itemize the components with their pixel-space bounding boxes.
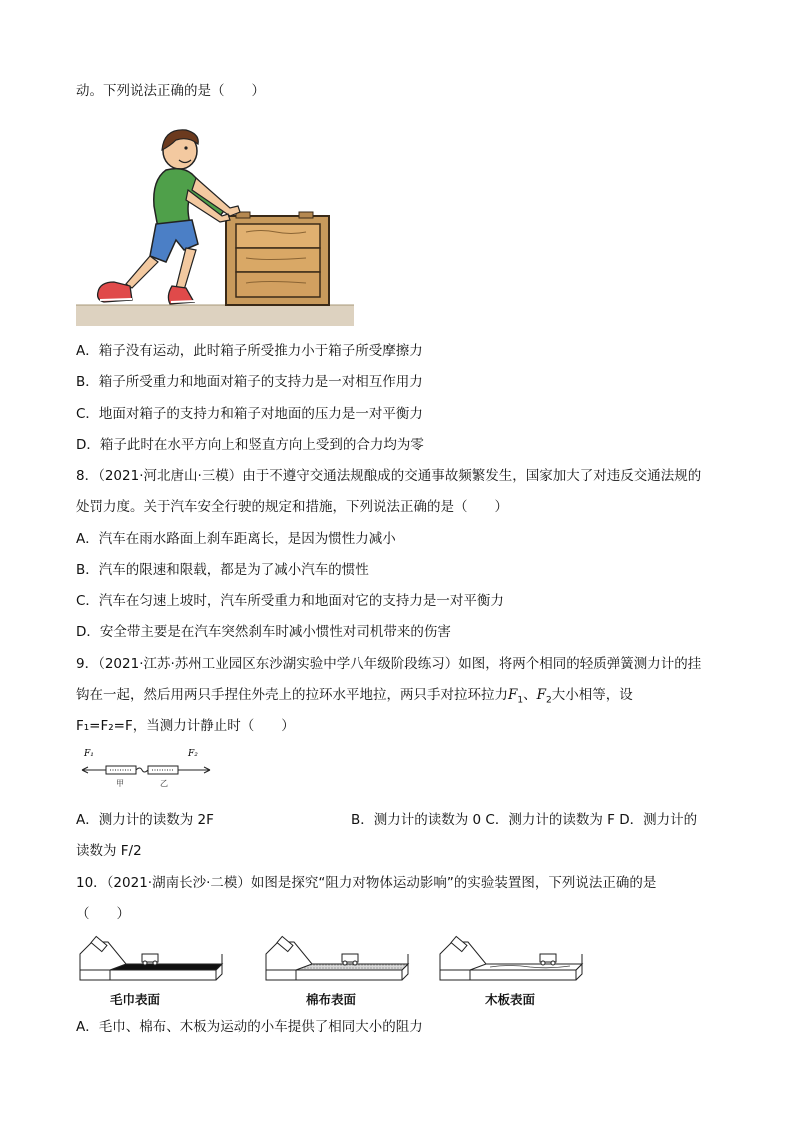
separator: 、 — [523, 687, 537, 703]
q9-stem-line2 — [76, 686, 633, 710]
q9-stem-line3: F₁=F₂=F，当测力计静止时（ ） — [76, 718, 295, 734]
q8-option-b: B．汽车的限速和限载，都是为了减小汽车的惯性 — [76, 562, 369, 578]
q9-option-a: A．测力计的读数为 2F — [76, 812, 214, 828]
q7-option-c: C．地面对箱子的支持力和箱子对地面的压力是一对平衡力 — [76, 406, 423, 422]
boy-pushing-box-figure — [76, 128, 354, 328]
q10-stem-line1: 10．（2021·湖南长沙·二模）如图是探究“阻力对物体运动影响”的实验装置图，下列说法正确的是 — [76, 875, 657, 891]
label-cotton-surface: 棉布表面 — [306, 992, 357, 1007]
q8-option-a: A．汽车在雨水路面上刹车距离长，是因为惯性力减小 — [76, 531, 396, 547]
q9-stem-line2-b: 大小相等，设 — [551, 687, 633, 703]
ramp-cotton — [266, 936, 408, 980]
ramp-towel — [80, 936, 222, 980]
q7-option-b: B．箱子所受重力和地面对箱子的支持力是一对相互作用力 — [76, 374, 423, 390]
q10-option-a: A．毛巾、棉布、木板为运动的小车提供了相同大小的阻力 — [76, 1019, 423, 1035]
spring-scales-figure — [76, 744, 216, 792]
q9-stem-line1: 9．（2021·江苏·苏州工业园区东沙湖实验中学八年级阶段练习）如图，将两个相同的轻质弹簧测力计的挂 — [76, 656, 702, 672]
boy — [98, 130, 240, 304]
force-f1: F — [508, 687, 518, 703]
force-f1-sub: 1 — [517, 695, 524, 706]
q8-option-c: C．汽车在匀速上坡时，汽车所受重力和地面对它的支持力是一对平衡力 — [76, 593, 504, 609]
q10-stem-line2: （ ） — [76, 906, 130, 922]
floor — [76, 305, 354, 326]
q8-stem-line1: 8．（2021·河北唐山·三模）由于不遵守交通法规酿成的交通事故频繁发生，国家加大了对违反交通法规的 — [76, 468, 702, 484]
q9-option-d-tail: 读数为 F/2 — [76, 843, 142, 859]
ramp-experiment-figure — [76, 934, 586, 984]
label-f2: F₂ — [188, 749, 198, 759]
q7-option-d: D．箱子此时在水平方向上和竖直方向上受到的合力均为零 — [76, 437, 424, 453]
force-f2: F — [536, 687, 546, 703]
label-f1: F₁ — [84, 749, 94, 759]
q9-stem-line2-a: 钩在一起，然后用两只手捏住外壳上的拉环水平地拉，两只手对拉环拉力 — [76, 687, 508, 703]
q8-option-d: D．安全带主要是在汽车突然刹车时减小惯性对司机带来的伤害 — [76, 624, 451, 640]
label-mark-b: 乙 — [160, 779, 168, 788]
q9-option-bcd: B．测力计的读数为 0 C．测力计的读数为 F D．测力计的 — [351, 812, 698, 828]
force-f2-sub: 2 — [545, 695, 552, 706]
ramp-wood — [440, 936, 582, 980]
q7-option-a: A．箱子没有运动，此时箱子所受推力小于箱子所受摩擦力 — [76, 343, 423, 359]
label-wood-surface: 木板表面 — [485, 992, 536, 1007]
q8-stem-line2: 处罚力度。关于汽车安全行驶的规定和措施，下列说法正确的是（ ） — [76, 499, 508, 515]
label-towel-surface: 毛巾表面 — [110, 992, 161, 1007]
label-mark-a: 甲 — [116, 779, 124, 788]
wooden-box — [226, 212, 329, 305]
q7-stem-tail: 动。下列说法正确的是（ ） — [76, 83, 265, 99]
